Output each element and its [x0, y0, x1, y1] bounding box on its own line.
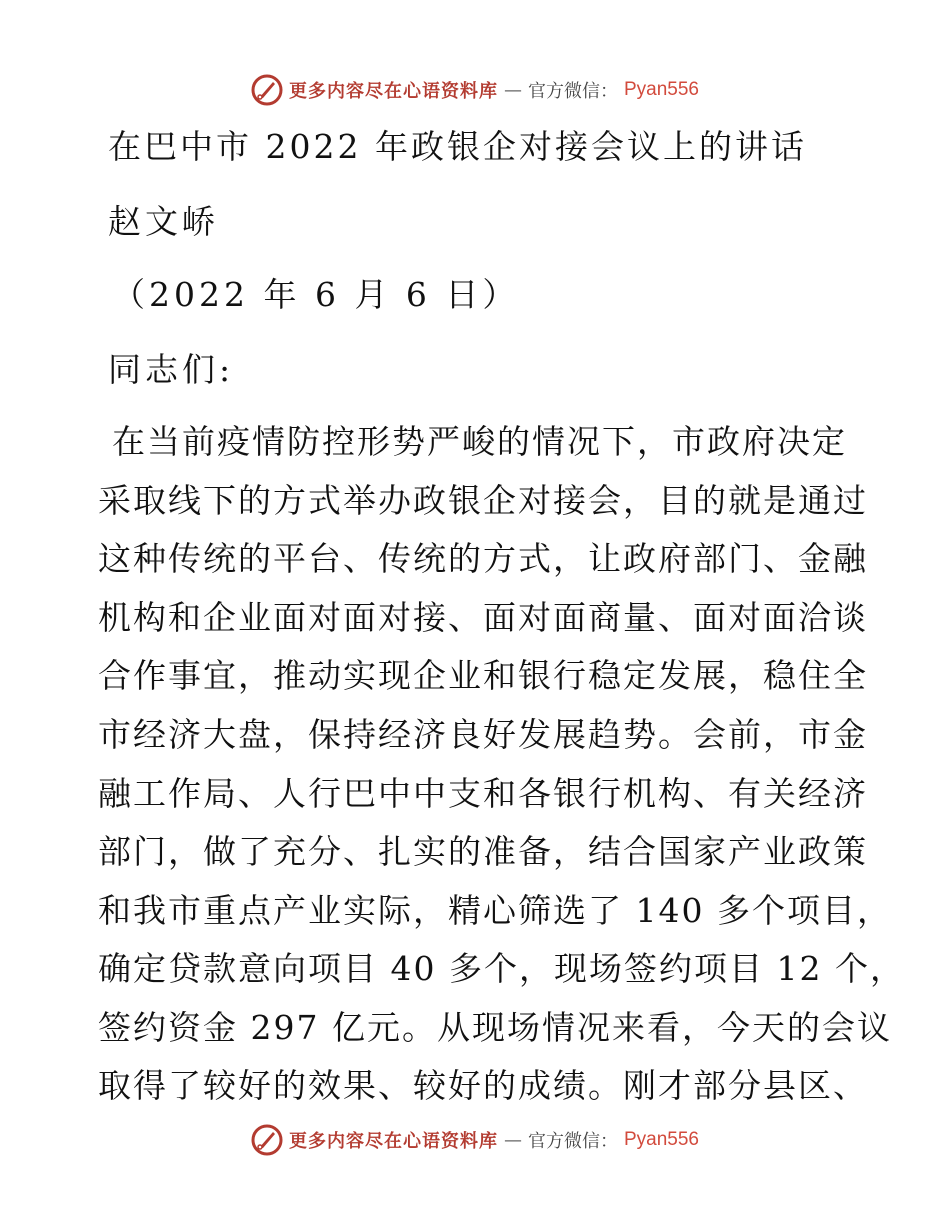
body-line: 在当前疫情防控形势严峻的情况下，市政府决定 — [112, 422, 847, 461]
watermark-wechat-label: 官方微信： — [527, 81, 618, 102]
body-line: 机构和企业面对面对接、面对面商量、面对面洽谈 — [98, 598, 868, 637]
body-line: 市经济大盘，保持经济良好发展趋势。会前，市金 — [98, 715, 868, 754]
feather-logo-icon — [251, 74, 283, 106]
watermark-brand-text: 更多内容尽在心语资料库 — [288, 81, 498, 102]
watermark-dash: — — [503, 1129, 522, 1151]
body-line: 这种传统的平台、传统的方式，让政府部门、金融 — [98, 539, 868, 578]
body-line: 部门，做了充分、扎实的准备，结合国家产业政策 — [98, 832, 868, 871]
watermark-banner-bottom — [0, 1120, 950, 1160]
watermark-banner-top — [0, 70, 950, 110]
body-line: 确定贷款意向项目 40 多个，现场签约项目 12 个， — [98, 949, 905, 988]
body-line: 和我市重点产业实际，精心筛选了 140 多个项目， — [98, 891, 892, 930]
watermark-wechat-id: Pyan556 — [623, 79, 699, 100]
body-line: 融工作局、人行巴中中支和各银行机构、有关经济 — [98, 774, 868, 813]
speech-title: 在巴中市 2022 年政银企对接会议上的讲话 — [108, 127, 807, 166]
body-line: 签约资金 297 亿元。从现场情况来看，今天的会议 — [98, 1008, 892, 1047]
watermark-wechat-id: Pyan556 — [623, 1129, 699, 1150]
body-line: 取得了较好的效果、较好的成绩。刚才部分县区、 — [98, 1066, 868, 1105]
speech-author: 赵文峤 — [108, 202, 219, 241]
speech-date: （2022 年 6 月 6 日） — [112, 275, 520, 314]
watermark-brand-text: 更多内容尽在心语资料库 — [288, 1131, 498, 1152]
watermark-wechat-label: 官方微信： — [527, 1131, 618, 1152]
feather-logo-icon — [251, 1124, 283, 1156]
watermark-dash: — — [503, 79, 522, 101]
body-line: 合作事宜，推动实现企业和银行稳定发展，稳住全 — [98, 656, 868, 695]
speech-greeting: 同志们: — [108, 350, 235, 389]
body-line: 采取线下的方式举办政银企对接会，目的就是通过 — [98, 481, 868, 520]
